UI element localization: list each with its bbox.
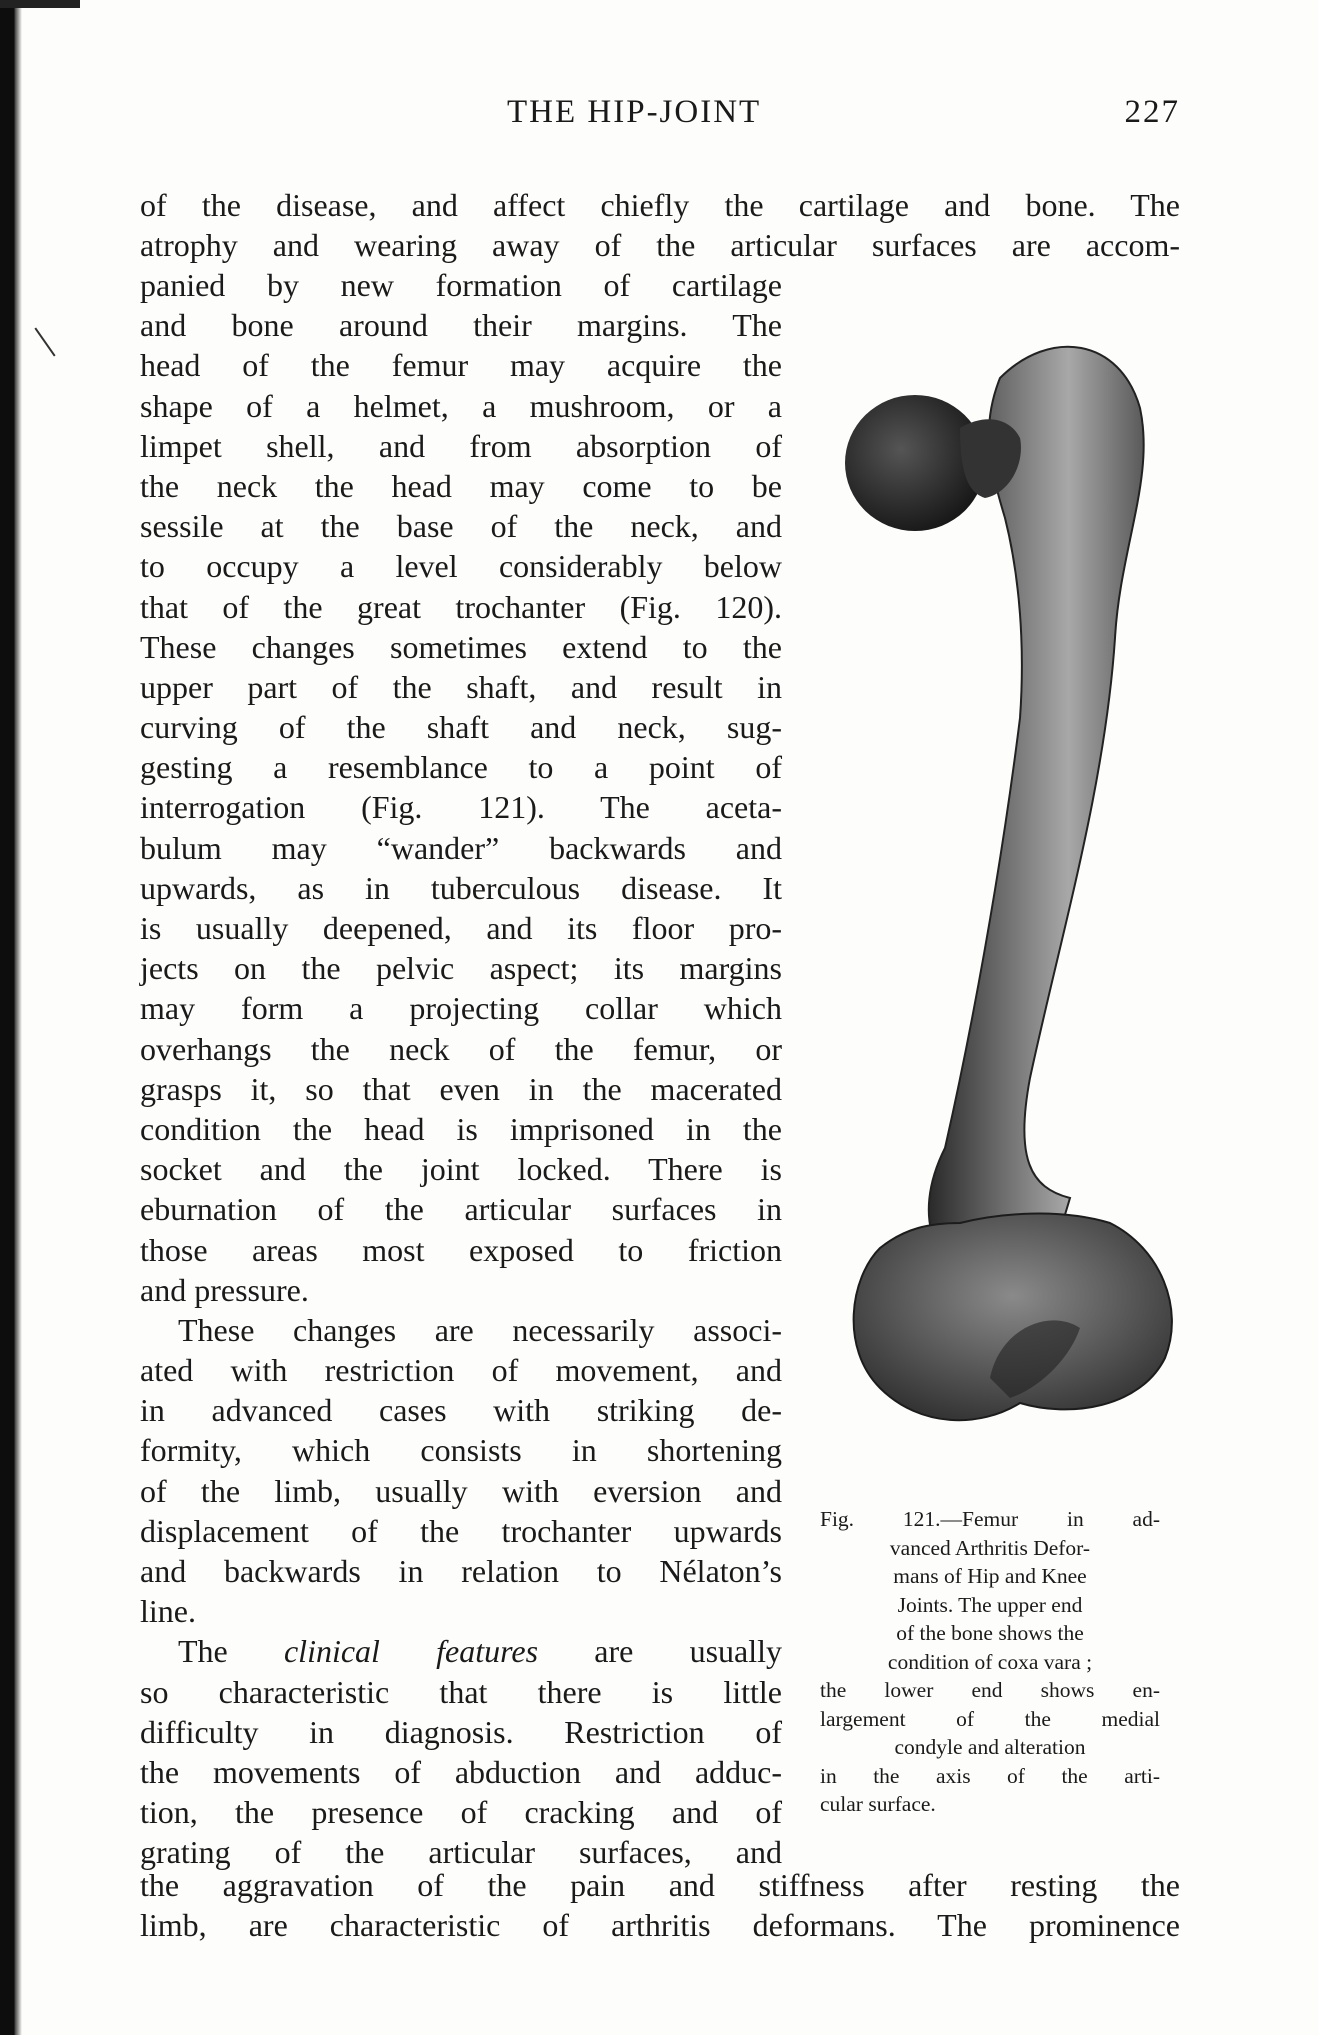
body-text-top-2 xyxy=(140,225,1180,265)
text-line: limb, are characteristic of arthritis deformans. The prominence xyxy=(140,1907,1180,1944)
scan-corner-mark xyxy=(0,0,80,8)
caption-line: largement of the medial xyxy=(820,1706,1160,1731)
text-line: These changes sometimes extend to the xyxy=(140,628,782,665)
text-line: and backwards in relation to Nélaton’s xyxy=(140,1553,782,1589)
text-line: of the limb, usually with eversion and xyxy=(140,1472,782,1509)
scan-page-edge xyxy=(0,0,22,2035)
caption-line: the lower end shows en- xyxy=(820,1678,1160,1702)
text-line: the movements of abduction and adduc- xyxy=(140,1753,782,1790)
femur-illustration xyxy=(820,318,1180,1498)
text-line: curving of the shaft and neck, sug- xyxy=(140,709,782,746)
text-line: atrophy and wearing away of the articular surfaces are accom- xyxy=(140,227,1180,263)
page-number: 227 xyxy=(1124,94,1180,130)
text-line-clinical-features xyxy=(140,1631,782,1671)
scan-stray-mark xyxy=(34,328,55,357)
page-header xyxy=(140,94,1180,144)
text-line: sessile at the base of the neck, and xyxy=(140,508,782,545)
text-line: may form a projecting collar which xyxy=(140,990,782,1027)
caption-line: Joints. The upper end xyxy=(897,1592,1083,1617)
text-line: shape of a helmet, a mushroom, or a xyxy=(140,387,782,424)
text-line: eburnation of the articular surfaces in xyxy=(140,1191,782,1228)
body-text-top xyxy=(140,185,1180,225)
text-line: the aggravation of the pain and stiffness after resting the xyxy=(140,1867,1180,1903)
text-line: displacement of the trochanter upwards xyxy=(140,1512,782,1549)
text-line: formity, which consists in shortening xyxy=(140,1432,782,1469)
text-line: of the disease, and affect chiefly the cartilage and bone. The xyxy=(140,187,1180,223)
text-line: limpet shell, and from absorption of xyxy=(140,427,782,464)
caption-line: Fig. 121.—Femur in ad- xyxy=(820,1507,1160,1531)
text-line: those areas most exposed to friction xyxy=(140,1231,782,1268)
text-line: grating of the articular surfaces, and xyxy=(140,1834,782,1871)
body-text-narrow-column xyxy=(140,265,782,1873)
text-line: so characteristic that there is little xyxy=(140,1673,782,1710)
text-line: These changes are necessarily associ- xyxy=(178,1311,782,1348)
text-line: and bone around their margins. The xyxy=(140,307,782,344)
caption-line: mans of Hip and Knee xyxy=(893,1564,1087,1588)
text-line: head of the femur may acquire the xyxy=(140,347,782,384)
text-line: ated with restriction of movement, and xyxy=(140,1352,782,1389)
text-line: difficulty in diagnosis. Restriction of xyxy=(140,1713,782,1750)
figure-caption xyxy=(820,1505,1160,1819)
text-line: gesting a resemblance to a point of xyxy=(140,749,782,786)
caption-line: of the bone shows the xyxy=(896,1621,1084,1645)
text-line: upwards, as in tuberculous disease. It xyxy=(140,869,782,906)
body-text-bottom xyxy=(140,1865,1180,1945)
italic-term: clinical features xyxy=(283,1633,539,1670)
text-line: line. xyxy=(140,1593,196,1630)
text-line: and pressure. xyxy=(140,1271,309,1308)
caption-line: condition of coxa vara ; xyxy=(887,1649,1093,1674)
text-line: the neck the head may come to be xyxy=(140,467,782,504)
text-line: is usually deepened, and its floor pro- xyxy=(140,910,782,946)
caption-line: in the axis of the arti- xyxy=(820,1763,1160,1788)
text-line: to occupy a level considerably below xyxy=(140,548,782,585)
text-line: tion, the presence of cracking and of xyxy=(140,1794,782,1831)
text-line: that of the great trochanter (Fig. 120). xyxy=(140,588,782,625)
text-line: bulum may “wander” backwards and xyxy=(140,829,782,866)
text-line: jects on the pelvic aspect; its margins xyxy=(140,950,782,987)
caption-line: cular surface. xyxy=(820,1792,936,1816)
text-line: overhangs the neck of the femur, or xyxy=(140,1030,782,1067)
text-line: grasps it, so that even in the macerated xyxy=(140,1070,782,1107)
text-line: condition the head is imprisoned in the xyxy=(140,1110,782,1147)
running-title: THE HIP-JOINT xyxy=(507,94,762,130)
text-line: upper part of the shaft, and result in xyxy=(140,668,782,705)
text-line: interrogation (Fig. 121). The aceta- xyxy=(140,789,782,826)
text-line: panied by new formation of cartilage xyxy=(140,267,782,303)
caption-line: condyle and alteration xyxy=(894,1735,1086,1759)
text-line: socket and the joint locked. There is xyxy=(140,1151,782,1188)
text-run: are usually xyxy=(594,1633,782,1670)
caption-line: vanced Arthritis Defor- xyxy=(889,1535,1091,1560)
text-run: The xyxy=(178,1633,228,1670)
text-line: in advanced cases with striking de- xyxy=(140,1392,782,1429)
femur-figure xyxy=(820,318,1180,1498)
